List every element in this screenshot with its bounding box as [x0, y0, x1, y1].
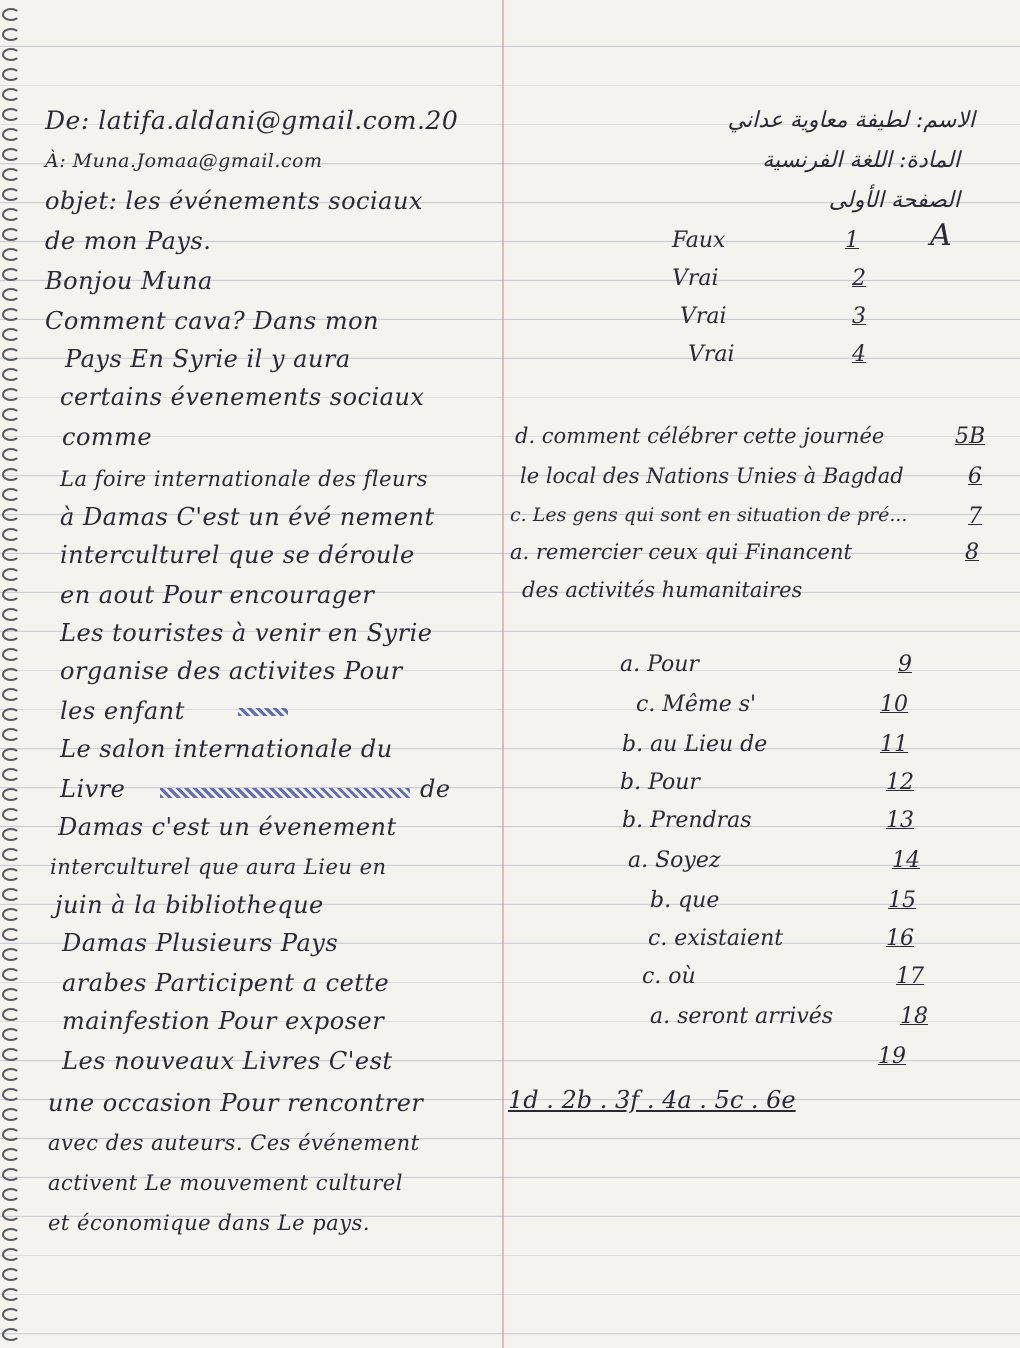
spiral-hole	[2, 548, 20, 561]
letter-line: La foire internationale des fleurs	[60, 467, 428, 491]
section-a-label: A	[930, 218, 952, 253]
letter-line: une occasion Pour rencontrer	[48, 1089, 424, 1117]
spiral-hole	[2, 28, 20, 41]
spiral-hole	[2, 388, 20, 401]
tf-number: 2	[852, 266, 866, 291]
mc-sentence: le local des Nations Unies à Bagdad	[520, 464, 904, 488]
grammar-answer: c. existaient	[648, 926, 784, 951]
spiral-hole	[2, 328, 20, 341]
letter-line: À: Muna.Jomaa@gmail.com	[45, 150, 323, 172]
letter-line: à Damas C'est un évé nement	[60, 503, 435, 531]
spiral-hole	[2, 188, 20, 201]
letter-line: les enfant	[60, 697, 185, 725]
mc-number: 6	[968, 464, 982, 489]
matching-answers: 1d . 2b . 3f . 4a . 5c . 6e	[508, 1086, 796, 1114]
letter-line: juin à la bibliotheque	[55, 891, 324, 919]
grammar-answer: b. au Lieu de	[622, 732, 768, 757]
spiral-hole	[2, 1228, 20, 1241]
letter-line: avec des auteurs. Ces événement	[48, 1131, 420, 1155]
spiral-hole	[2, 788, 20, 801]
letter-line: Damas c'est un évenement	[58, 813, 397, 841]
spiral-hole	[2, 588, 20, 601]
grammar-answer: a. seront arrivés	[650, 1004, 834, 1029]
letter-line: et économique dans Le pays.	[48, 1211, 371, 1235]
spiral-hole	[2, 1008, 20, 1021]
letter-line: Pays En Syrie il y aura	[65, 345, 351, 373]
tf-number: 3	[852, 304, 866, 329]
spiral-hole	[2, 68, 20, 81]
spiral-hole	[2, 688, 20, 701]
mc-sentence: d. comment célébrer cette journée	[515, 424, 885, 448]
spiral-hole	[2, 1128, 20, 1141]
mc-number: 8	[965, 540, 979, 565]
grammar-number: 14	[892, 848, 920, 873]
student-name-arabic: الاسم: لطيفة معاوية عداني	[727, 108, 975, 133]
spiral-hole	[2, 368, 20, 381]
spiral-hole	[2, 908, 20, 921]
grammar-answer: b. que	[650, 888, 720, 913]
spiral-hole	[2, 1188, 20, 1201]
letter-line: De: latifa.aldani@gmail.com.20	[45, 106, 459, 135]
spiral-hole	[2, 948, 20, 961]
spiral-hole	[2, 428, 20, 441]
mc-sentence: a. remercier ceux qui Financent	[510, 540, 852, 564]
spiral-hole	[2, 448, 20, 461]
letter-line: activent Le mouvement culturel	[48, 1171, 403, 1195]
tf-number: 4	[852, 342, 866, 367]
spiral-hole	[2, 808, 20, 821]
spiral-hole	[2, 288, 20, 301]
letter-line: objet: les événements sociaux	[45, 187, 423, 215]
spiral-hole	[2, 468, 20, 481]
spiral-hole	[2, 308, 20, 321]
spiral-hole	[2, 1208, 20, 1221]
spiral-hole	[2, 748, 20, 761]
letter-line: mainfestion Pour exposer	[62, 1007, 385, 1035]
letter-line: de	[420, 775, 451, 803]
spiral-hole	[2, 828, 20, 841]
spiral-hole	[2, 568, 20, 581]
spiral-hole	[2, 608, 20, 621]
grammar-number: 16	[886, 926, 914, 951]
tf-number: 1	[845, 228, 859, 253]
subject-arabic: المادة: اللغة الفرنسية	[762, 148, 960, 173]
spiral-hole	[2, 1248, 20, 1261]
spiral-hole	[2, 1308, 20, 1321]
spiral-hole	[2, 408, 20, 421]
mc-sentence: des activités humanitaires	[522, 578, 803, 602]
spiral-hole	[2, 1088, 20, 1101]
spiral-hole	[2, 768, 20, 781]
letter-line: Comment cava? Dans mon	[45, 307, 379, 335]
letter-line: Le salon internationale du	[60, 735, 393, 763]
spiral-hole	[2, 708, 20, 721]
letter-line: Les touristes à venir en Syrie	[60, 619, 433, 647]
letter-line: interculturel que aura Lieu en	[50, 855, 387, 879]
spiral-hole	[2, 928, 20, 941]
spiral-hole	[2, 628, 20, 641]
spiral-hole	[2, 668, 20, 681]
spiral-hole	[2, 168, 20, 181]
spiral-hole	[2, 128, 20, 141]
spiral-hole	[2, 848, 20, 861]
spiral-hole	[2, 488, 20, 501]
grammar-answer: c. Même s'	[636, 692, 757, 717]
spiral-hole	[2, 228, 20, 241]
spiral-hole	[2, 1108, 20, 1121]
spiral-hole	[2, 208, 20, 221]
spiral-hole	[2, 1268, 20, 1281]
grammar-number: 19	[878, 1044, 906, 1069]
letter-line: organise des activites Pour	[60, 657, 403, 685]
scribble-mark	[238, 708, 288, 716]
grammar-answer: b. Pour	[620, 770, 700, 795]
grammar-answer: a. Pour	[620, 652, 699, 677]
page-label-arabic: الصفحة الأولى	[828, 188, 960, 213]
letter-line: arabes Participent a cette	[62, 969, 390, 997]
spiral-hole	[2, 1328, 20, 1341]
spiral-hole	[2, 1028, 20, 1041]
spiral-hole	[2, 348, 20, 361]
letter-line: Les nouveaux Livres C'est	[62, 1047, 393, 1075]
mc-sentence: c. Les gens qui sont en situation de pré...	[510, 504, 908, 526]
tf-answer: Vrai	[680, 304, 727, 329]
spiral-hole	[2, 988, 20, 1001]
spiral-hole	[2, 1148, 20, 1161]
grammar-answer: a. Soyez	[628, 848, 721, 873]
tf-answer: Faux	[672, 228, 726, 253]
grammar-answer: c. où	[642, 964, 696, 989]
grammar-number: 18	[900, 1004, 928, 1029]
letter-line: interculturel que se déroule	[60, 541, 415, 569]
spiral-hole	[2, 968, 20, 981]
spiral-hole	[2, 248, 20, 261]
crossed-out-text	[160, 788, 410, 798]
spiral-holes	[0, 0, 26, 1348]
tf-answer: Vrai	[688, 342, 735, 367]
spiral-hole	[2, 1068, 20, 1081]
spiral-hole	[2, 48, 20, 61]
spiral-hole	[2, 268, 20, 281]
letter-line: Damas Plusieurs Pays	[62, 929, 339, 957]
spiral-hole	[2, 108, 20, 121]
grammar-number: 17	[896, 964, 924, 989]
letter-line: Livre	[60, 775, 126, 803]
spiral-hole	[2, 1168, 20, 1181]
spiral-hole	[2, 728, 20, 741]
spiral-hole	[2, 648, 20, 661]
spiral-hole	[2, 88, 20, 101]
spiral-hole	[2, 1288, 20, 1301]
grammar-number: 12	[886, 770, 914, 795]
letter-line: en aout Pour encourager	[60, 581, 375, 609]
grammar-number: 9	[898, 652, 912, 677]
spiral-hole	[2, 868, 20, 881]
mc-number: 5B	[955, 424, 986, 449]
spiral-hole	[2, 8, 20, 21]
grammar-number: 11	[880, 732, 908, 757]
spiral-hole	[2, 1048, 20, 1061]
letter-line: certains évenements sociaux	[60, 383, 425, 411]
grammar-number: 13	[886, 808, 914, 833]
letter-line: de mon Pays.	[45, 227, 212, 255]
mc-number: 7	[968, 504, 982, 529]
grammar-answer: b. Prendras	[622, 808, 752, 833]
column-divider	[502, 0, 504, 1348]
spiral-hole	[2, 508, 20, 521]
tf-answer: Vrai	[672, 266, 719, 291]
spiral-hole	[2, 528, 20, 541]
spiral-hole	[2, 148, 20, 161]
grammar-number: 10	[880, 692, 908, 717]
letter-line: Bonjou Muna	[45, 267, 213, 295]
letter-line: comme	[62, 423, 153, 451]
grammar-number: 15	[888, 888, 916, 913]
spiral-hole	[2, 888, 20, 901]
